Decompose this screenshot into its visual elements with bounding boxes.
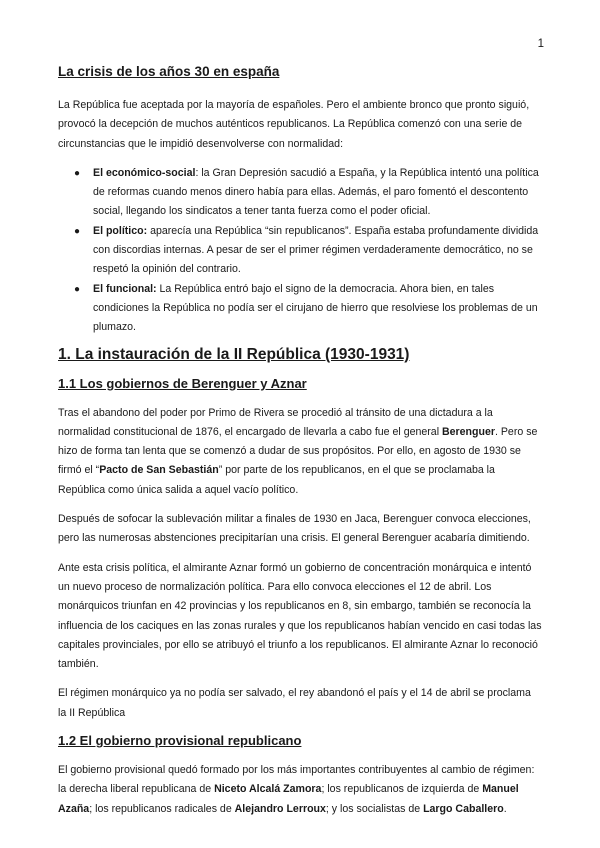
intro-paragraph: La República fue aceptada por la mayoría de españoles. Pero el ambiente bronco que pronto siguió, provocó la decepción de muchos auténticos republicanos. La República comenzó con una serie de circunstancias que le impidió desenvolverse con normalidad: bbox=[58, 99, 530, 150]
list-item-term: El económico-social bbox=[93, 166, 196, 179]
paragraph-jaca: Después de sofocar la sublevación militar a finales de 1930 en Jaca, Berenguer convoca elecciones, pero las numerosas abstenciones precipitarían una crisis. El general Berenguer acabaría dimitiendo. bbox=[58, 513, 531, 545]
list-item-text: : la Gran Depresión sacudió a España, y la República intentó una política de reformas cuando menos dinero había para ellas. Además, el paro fomentó el descontento social, llegando los sindicatos a tener tanta fuerza como el poder oficial. bbox=[93, 166, 539, 218]
list-item-text: aparecía una República “sin republicanos”. España estaba profundamente dividida con discordias internas. A pesar de ser el primer régimen verdaderamente democrático, no se respetó la opinión del contrario. bbox=[93, 224, 539, 276]
document-title: La crisis de los años 30 en españa bbox=[58, 64, 280, 79]
list-item-text: La República entró bajo el signo de la democracia. Ahora bien, en tales condiciones la República no podía ser el cirujano de hierro que resolviese los problemas de un plumazo. bbox=[93, 282, 538, 334]
paragraph-provisional-government: El gobierno provisional quedó formado por los más importantes contribuyentes al cambio de régimen: la derecha liberal republicana de Niceto Alcalá Zamora; los republicanos de izquierda de Manuel Azaña; los republicanos radicales de Alejandro Lerroux; y los socialistas de Largo Caballero. bbox=[58, 764, 535, 815]
list-item-term: El funcional: bbox=[93, 282, 157, 295]
bullet-icon: ● bbox=[74, 167, 81, 179]
paragraph-aznar: Ante esta crisis política, el almirante Aznar formó un gobierno de concentración monárquica e intentó un nuevo proceso de normalización política. Para ello convoca elecciones el 12 de abril. Los monárquicos triunfan en 42 provincias y los republicanos en 8, sin embargo, también se reconocía la influencia de los caciques en las zonas rurales y que los republicanos habían vencido en casi todas las capitales provinciales, por ello se atribuyó el triunfo a los republicanos. El almirante Aznar lo reconoció también. bbox=[58, 561, 542, 671]
subsection-heading: 1.1 Los gobiernos de Berenguer y Aznar bbox=[58, 375, 307, 391]
subsection-heading: 1.2 El gobierno provisional republicano bbox=[58, 733, 302, 749]
document-body bbox=[58, 64, 542, 829]
section-heading: 1. La instauración de la II República (1930-1931) bbox=[58, 345, 410, 363]
paragraph-proclamation: El régimen monárquico ya no podía ser salvado, el rey abandonó el país y el 14 de abril se proclama la II República bbox=[58, 687, 531, 719]
paragraph-berenguer: Tras el abandono del poder por Primo de Rivera se procedió al tránsito de una dictadura a la normalidad constitucional de 1876, el encargado de llevarla a cabo fue el general Berenguer. Pero se hizo de forma tan lenta que se comenzó a dudar de sus propósitos. Por ello, en agosto de 1930 se firmó el “Pacto de San Sebastián” por parte de los republicanos, en el que se proclamaba la República como única salida a aquel vacío político. bbox=[58, 406, 538, 496]
page-number: 1 bbox=[537, 38, 544, 50]
list-item bbox=[58, 280, 542, 338]
list-item bbox=[58, 222, 542, 280]
circumstances-list bbox=[58, 164, 542, 338]
list-item bbox=[58, 164, 542, 222]
list-item-term: El político: bbox=[93, 224, 148, 237]
bullet-icon: ● bbox=[74, 225, 81, 237]
bullet-icon: ● bbox=[74, 283, 81, 295]
